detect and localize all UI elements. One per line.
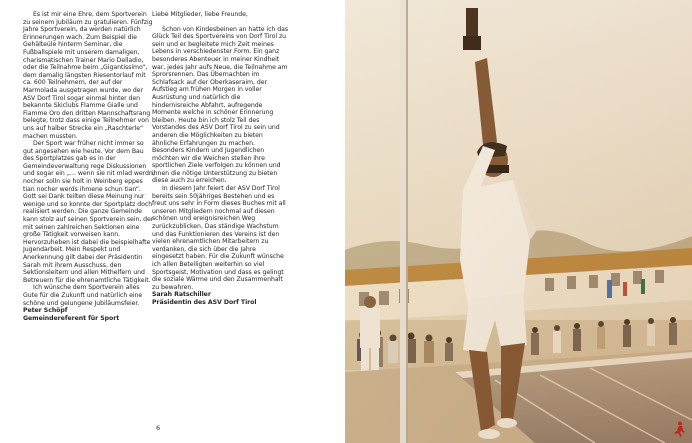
right-signature-role: Präsidentin des ASV Dorf Tirol (152, 298, 257, 306)
right-paragraph-1: Schon von Kindesbeinen an hatte ich das Glück Teil des Sportvereins von Dorf Tirol zu sein und er begleitete mich Zeit meines Lebens in verschiedenster Form. Ein ganz besonderes Abenteuer in meiner Kindheit war, jedes Jahr aufs Neue, die Teilnahme am Sprorsrennen. Das Übernachten im Schlafsack auf der Oberkaseraim, der Aufstieg am frühen Morgen in voller Ausrüstung und natürlich die hindernisreiche Abfahrt, aufregende Momente welche in schöner Erinnerung bleiben. Heute bin ich stolz Teil des Vorstandes des ASV Dorf Tirol zu sein und anderen die Möglichkeiten zu bieten ähnliche Erfahrungen zu machen. Besonders Kindern und Jugendlichen möchten wir die Weichen stellen ihre sportlichen Ziele verfolgen zu können und ihnen die nötige Unterstützung zu bieten diese auch zu erreichen. (152, 25, 289, 185)
left-text-column (23, 11, 155, 322)
vintage-photo (345, 0, 692, 443)
left-paragraph-3: Ich wünsche dem Sportverein alles Gute für die Zukunft und natürlich eine schöne und gelungene Jubiläumsfeier. (23, 284, 143, 307)
left-signature (23, 307, 155, 322)
page-number: 6 (156, 424, 161, 432)
left-paragraph-2: Der Sport war früher nicht immer so gut angesehen wie heute. Vor dem Bau des Sportplatzes gab es in der Gemeindeverwaltung rege Diskussionen und sogar ein „… wenn sie nit mlad werdn, nocher solln sie holt in Weinberg eppes tian nocher werds ihmene schun tian“. Gott sei Dank teilten diese Meinung nur wenige und so konnte der Sportplatz doch realisiert werden. Die ganze Gemeinde kann stolz auf seinen Sportverein sein, der mit seinen zahlreichen Sektionen eine große Tätigkeit vorweisen kann. Hervorzuheben ist dabei die beispielhafte Jugendarbeit. Mein Respekt und Anerkennung gilt dabei der Präsidentin Sarah mit ihrem Ausschuss, den Sektionsleitern und allen Mithelfern und Betreuern für die ehrenamtliche Tätigkeit. (23, 140, 155, 284)
salutation: Liebe Mitglieder, liebe Freunde, (152, 11, 248, 18)
photo-page (345, 0, 692, 443)
right-signature (152, 291, 288, 306)
right-signature-name: Sarah Ratschiller (152, 291, 211, 299)
right-text-column (152, 11, 288, 307)
red-runner-icon (672, 421, 686, 437)
left-page (0, 0, 345, 443)
left-signature-role: Gemeindereferent für Sport (23, 314, 120, 322)
left-paragraph-1: Es ist mir eine Ehre, dem Sportverein zu seinem Jubiläum zu gratulieren. Fünfzig Jahre Sportverein, da werden natürlich Erinnerungen wach. Zum Beispiel die Gehälteüle hinterm Seminar, die Fußballspiele mit unserem damaligen, charismatischen Trainer Mario Delladio, oder die Teilnahme beim „Gigantissimo“, dem damalig längsten Riesentorlauf mit ca. 600 Teilnehmern, der auf der Marmolada ausgetragen wurde, wo der ASV Dorf Tirol sogar einmal hinter den bekannte Skiclubs Flamme Gialle und Fiamme Oro den dritten Mannschaftsrang belegte, trotz dass einige Teilnehmer von uns auf halber Strecke ein „Raschterle“ machen mussten. (23, 11, 153, 140)
left-signature-name: Peter Schöpf (23, 307, 68, 315)
right-paragraph-2: In diesem Jahr feiert der ASV Dorf Tirol bereits sein 50jähriges Bestehen und es freut uns sehr in Form dieses Buches mit all unseren Mitgliedern nochmal auf diesen schönen und ereignisreichen Weg zurückzublicken. Das ständige Wachstum und das Funktionieren des Vereins ist den vielen ehrenamtlichen Mitarbeitern zu verdanken, die sich über die Jahre eingesetzt haben. Für die Zukunft wünsche ich allen Beteiligten weiterhin so viel Sportsgeist, Motivation und dass es gelingt die soziale Wärme und den Zusammenhalt zu bewahren. (152, 185, 286, 291)
